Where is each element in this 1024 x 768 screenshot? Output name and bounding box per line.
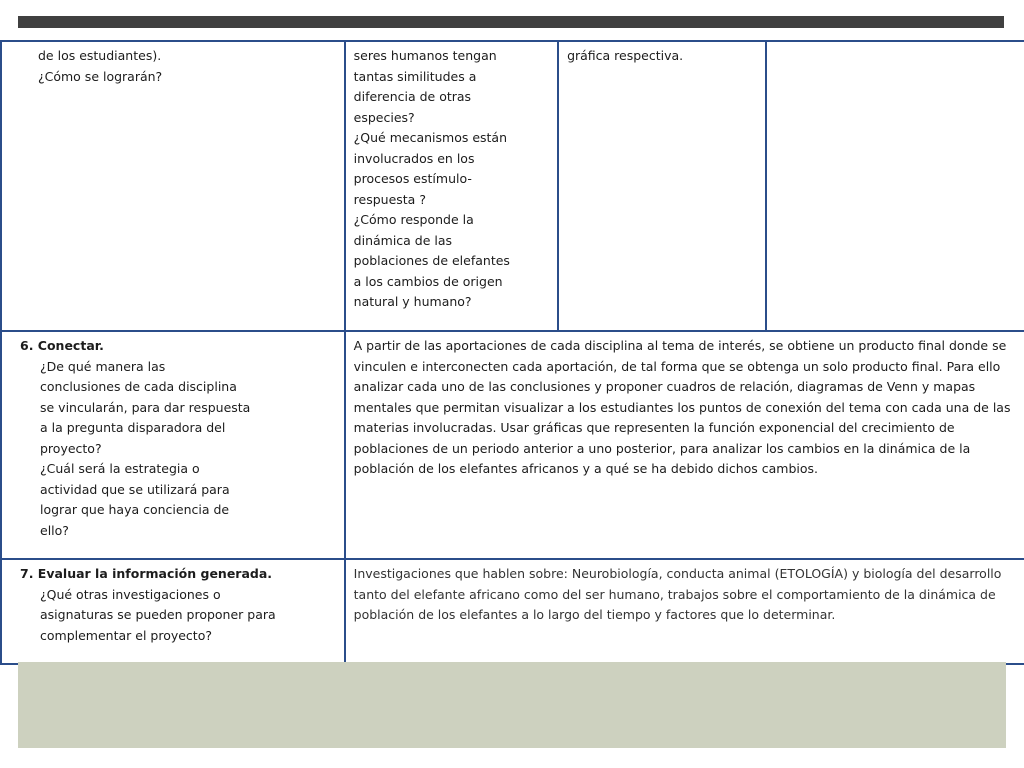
- row1-question-line: dinámica de las: [353, 232, 453, 248]
- conectar-question-line: a la pregunta disparadora del: [40, 420, 226, 435]
- row1-activity-cell: [558, 41, 766, 331]
- row1-question-line: diferencia de otras: [353, 89, 472, 104]
- row1-step-line-1: de los estudiantes).: [38, 48, 162, 63]
- row1-question-line: procesos estímulo-: [353, 171, 472, 186]
- evaluar-question-line: asignaturas se pueden proponer para: [40, 607, 276, 622]
- row1-question-line: seres humanos tengan: [353, 48, 497, 63]
- conectar-answer: A partir de las aportaciones de cada disciplina al tema de interés, se obtiene un producto final donde se vinculen e interconecten cada aportación, de tal forma que se obtenga un solo producto final. Para ello analizar cada uno de las conclusiones y proponer cuadros de relación, diagramas de Venn y mapas mentales que permitan visualizar a los estudiantes los puntos de conexión del tema con cada una de las materias involucradas. Usar gráficas que representen la función exponencial del crecimiento de poblaciones de un periodo anterior a uno posterior, para analizar los cambios en la dinámica de la población de los elefantes africanos y a qué se ha debido dichos cambios.: [353, 338, 1011, 476]
- conectar-heading: 6. Conectar.: [20, 338, 104, 353]
- conectar-question-line: ¿De qué manera las: [40, 358, 166, 374]
- row1-question-line: tantas similitudes a: [353, 68, 477, 84]
- row1-question-line: a los cambios de origen: [353, 273, 503, 289]
- row1-question-line: ¿Cómo responde la: [353, 212, 474, 227]
- project-plan-table: [0, 40, 1024, 665]
- row1-step-line-2: ¿Cómo se lograrán?: [38, 68, 163, 84]
- row1-question-line: especies?: [353, 109, 415, 125]
- row1-question-line: poblaciones de elefantes: [353, 253, 510, 268]
- row1-question-line: respuesta ?: [353, 191, 426, 207]
- evaluar-answer: Investigaciones que hablen sobre: Neurobiología, conducta animal (ETOLOGÍA) y biología del desarrollo tanto del elefante africano como del ser humano, trabajos sobre el comportamiento de la dinámica de población de los elefantes a lo largo del tiempo y factores que lo determinar.: [353, 566, 1002, 622]
- conectar-question-line: ¿Cuál será la estrategia o: [40, 461, 200, 476]
- top-decorative-bar: [18, 16, 1004, 28]
- conectar-questions: [10, 357, 336, 542]
- project-plan-table-container: [0, 40, 1024, 665]
- table-row-conectar: [1, 331, 1024, 559]
- row2-answer-cell: [345, 331, 1024, 559]
- conectar-question-line: ello?: [40, 522, 69, 538]
- conectar-question-line: conclusiones de cada disciplina: [40, 379, 237, 394]
- evaluar-question-line: ¿Qué otras investigaciones o: [40, 586, 221, 602]
- row1-step-cell: [1, 41, 345, 331]
- table-row-evaluar: [1, 559, 1024, 664]
- conectar-question-line: lograr que haya conciencia de: [40, 502, 230, 517]
- row1-questions-cell: [345, 41, 558, 331]
- table-row-continuation: [1, 41, 1024, 331]
- bottom-footer-panel: [18, 662, 1006, 748]
- evaluar-question-line: complementar el proyecto?: [40, 627, 212, 643]
- row1-question-line: ¿Qué mecanismos están: [353, 130, 508, 145]
- row3-answer-cell: [345, 559, 1024, 664]
- row1-activity-text: gráfica respectiva.: [567, 48, 684, 63]
- row2-step-cell: [1, 331, 345, 559]
- row1-question-line: natural y humano?: [353, 294, 472, 309]
- evaluar-heading: 7. Evaluar la información generada.: [20, 566, 273, 581]
- row3-step-cell: [1, 559, 345, 664]
- row1-empty-cell: [766, 41, 1024, 331]
- conectar-question-line: proyecto?: [40, 440, 102, 456]
- row1-question-line: involucrados en los: [353, 150, 475, 166]
- conectar-question-line: se vincularán, para dar respuesta: [40, 399, 251, 415]
- evaluar-questions: [10, 585, 336, 647]
- conectar-question-line: actividad que se utilizará para: [40, 481, 230, 497]
